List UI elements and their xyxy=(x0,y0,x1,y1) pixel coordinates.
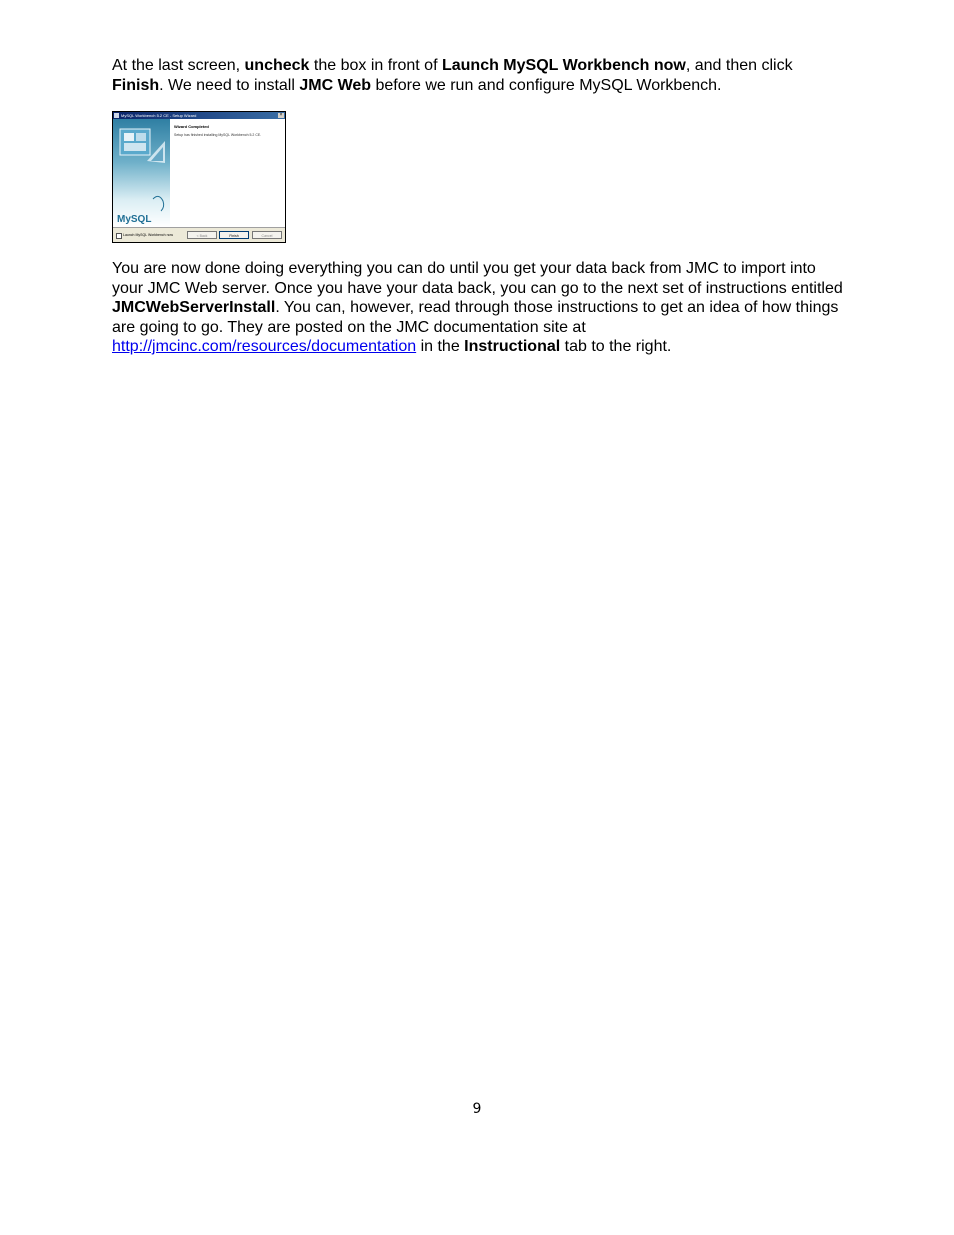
text-run: in the xyxy=(416,338,465,355)
workbench-graphic-icon xyxy=(113,119,170,227)
text-run: At the last screen, xyxy=(112,57,245,74)
launch-workbench-label: Launch MySQL Workbench now xyxy=(123,233,173,237)
text-run: You are now done doing everything you can do until you get your data back from JMC to import into your JMC Web server. Once you have your data back, you can go to the next set of instructions entitled xyxy=(112,260,843,297)
bold-uncheck: uncheck xyxy=(244,57,310,74)
text-run: . We need to install xyxy=(159,76,300,94)
text-run: . You can, however, read through those instructions to get an idea of how things are going to go. They are posted on the JMC documentation site at xyxy=(112,299,839,336)
text-run: tab to the right. xyxy=(560,338,672,355)
text-run: the box in front of xyxy=(309,57,442,74)
bold-launch-option: Launch MySQL Workbench now xyxy=(441,57,686,74)
wizard-side-panel xyxy=(113,119,170,227)
followup-paragraph xyxy=(112,259,847,357)
cancel-button[interactable]: Cancel xyxy=(252,231,282,239)
bold-finish: Finish xyxy=(112,76,160,94)
finish-button[interactable]: Finish xyxy=(219,231,249,239)
launch-workbench-checkbox[interactable] xyxy=(116,233,122,239)
bold-instructional-tab: Instructional xyxy=(464,338,561,355)
wizard-button-bar xyxy=(113,227,285,243)
bold-install-doc-name: JMCWebServerInstall xyxy=(112,299,276,316)
text-run: , and then click xyxy=(685,57,793,74)
page-number: 9 xyxy=(472,1101,482,1117)
mysql-logo: MySQL xyxy=(117,214,152,225)
text-run: before we run and configure MySQL Workbench. xyxy=(371,76,722,94)
window-titlebar xyxy=(113,112,285,119)
wizard-heading: Wizard Completed xyxy=(174,124,209,129)
window-title: MySQL Workbench 5.2 CE - Setup Wizard xyxy=(121,113,197,118)
close-icon: × xyxy=(279,112,283,118)
wizard-content xyxy=(170,119,285,227)
back-button[interactable]: < Back xyxy=(187,231,217,239)
wizard-message: Setup has finished installing MySQL Workbench 5.2 CE. xyxy=(174,133,262,137)
instruction-paragraph xyxy=(112,56,847,95)
documentation-link[interactable]: http://jmcinc.com/resources/documentation xyxy=(112,338,417,355)
setup-wizard-screenshot xyxy=(112,111,286,243)
bold-jmc-web: JMC Web xyxy=(299,76,372,94)
app-icon xyxy=(114,113,119,118)
